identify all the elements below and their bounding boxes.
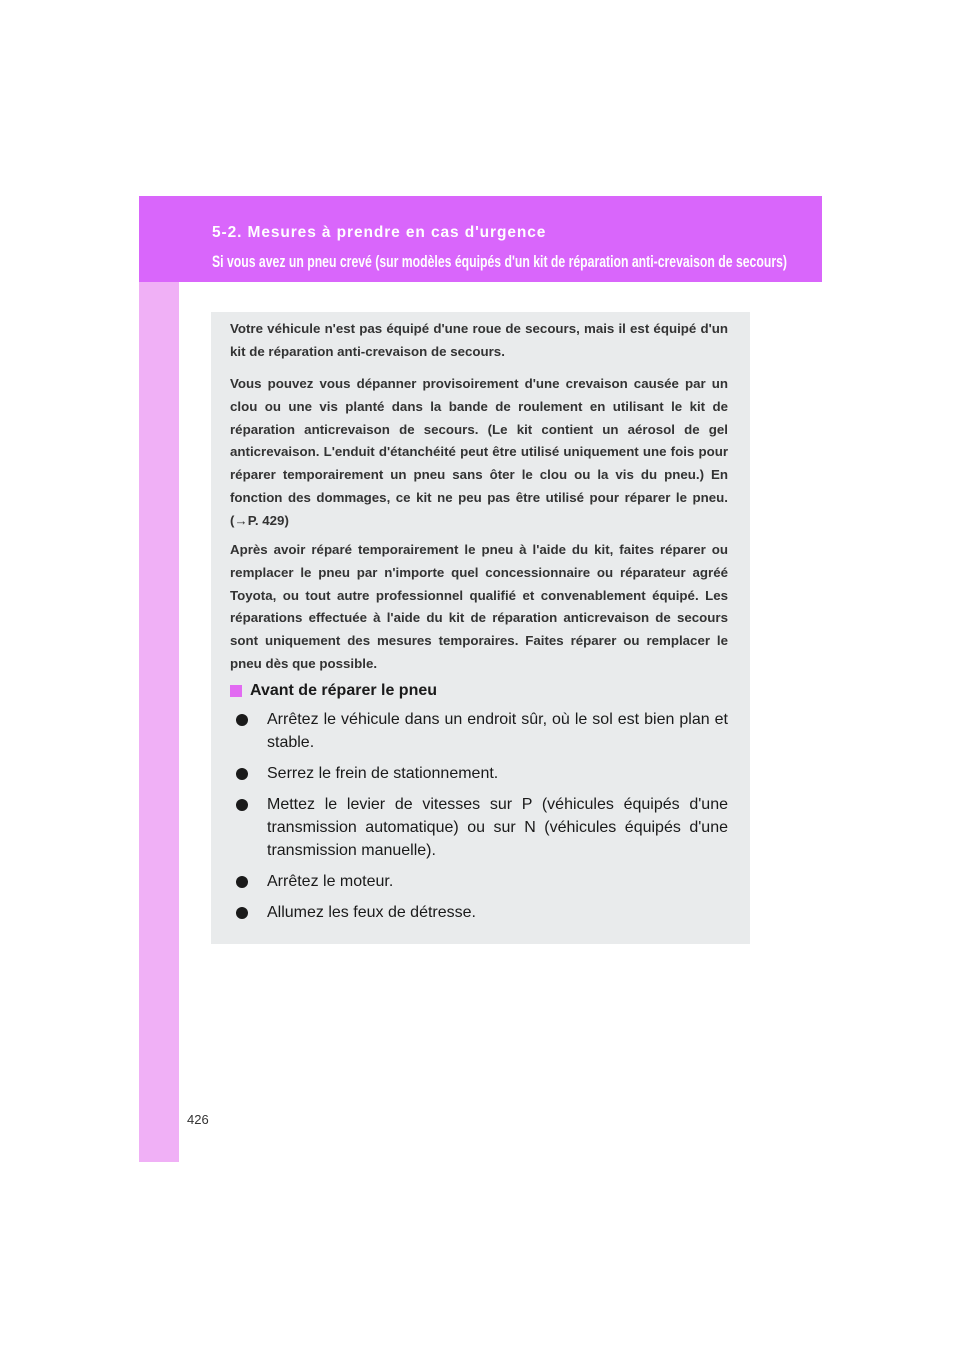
page-header	[139, 196, 822, 282]
square-icon	[230, 685, 242, 697]
intro-paragraph-3: Après avoir réparé temporairement le pneu à l'aide du kit, faites réparer ou remplacer le pneu par n'importe quel concessionnaire ou réparateur agréé Toyota, ou tout autre professionnel qualifié et convenablement équipé. Les réparations effectuée à l'aide du kit de réparation anticrevaison de secours sont uniquement des mesures temporaires. Faites réparer ou remplacer le pneu dès que possible.	[230, 542, 728, 671]
bullet-dot-icon	[236, 714, 248, 726]
list-item-text: Mettez le levier de vitesses sur P (véhicules équipés d'une transmission automatique) ou sur N (véhicules équipés d'une transmission manuelle).	[267, 796, 728, 859]
list-item	[236, 708, 728, 754]
intro-paragraph-1: Votre véhicule n'est pas équipé d'une roue de secours, mais il est équipé d'un kit de réparation anti-crevaison de secours.	[230, 321, 728, 359]
list-item	[236, 870, 728, 893]
before-repair-heading	[230, 682, 437, 700]
bullet-dot-icon	[236, 907, 248, 919]
list-item	[236, 762, 728, 785]
list-item	[236, 793, 728, 862]
before-repair-heading-text: Avant de réparer le pneu	[250, 682, 438, 699]
list-item-text: Serrez le frein de stationnement.	[267, 765, 499, 782]
side-strip	[139, 196, 179, 1162]
bullet-dot-icon	[236, 799, 248, 811]
section-title: 5-2. Mesures à prendre en cas d'urgence	[212, 224, 547, 241]
list-item-text: Allumez les feux de détresse.	[267, 904, 476, 921]
before-repair-list	[236, 708, 728, 932]
list-item-text: Arrêtez le véhicule dans un endroit sûr, où le sol est bien plan et stable.	[267, 711, 728, 751]
list-item-text: Arrêtez le moteur.	[267, 873, 394, 890]
content-box	[211, 312, 750, 944]
page-number: 426	[187, 1112, 209, 1127]
list-item	[236, 901, 728, 924]
intro-paragraph-2: Vous pouvez vous dépanner provisoirement d'une crevaison causée par un clou ou une vis planté dans la bande de roulement en utilisant le kit de réparation anticrevaison de secours. (Le kit contient un aérosol de gel anticrevaison. L'enduit d'étanchéité peut être utilisé uniquement une fois pour réparer temporairement un pneu sans ôter le clou ou la vis du pneu.) En fonction des dommages, ce kit ne peu pas être utilisé pour réparer le pneu. (→P. 429)	[230, 376, 728, 528]
subsection-title: Si vous avez un pneu crevé (sur modèles équipés d'un kit de réparation anti-crevaison de secours)	[212, 252, 787, 271]
bullet-dot-icon	[236, 768, 248, 780]
bullet-dot-icon	[236, 876, 248, 888]
